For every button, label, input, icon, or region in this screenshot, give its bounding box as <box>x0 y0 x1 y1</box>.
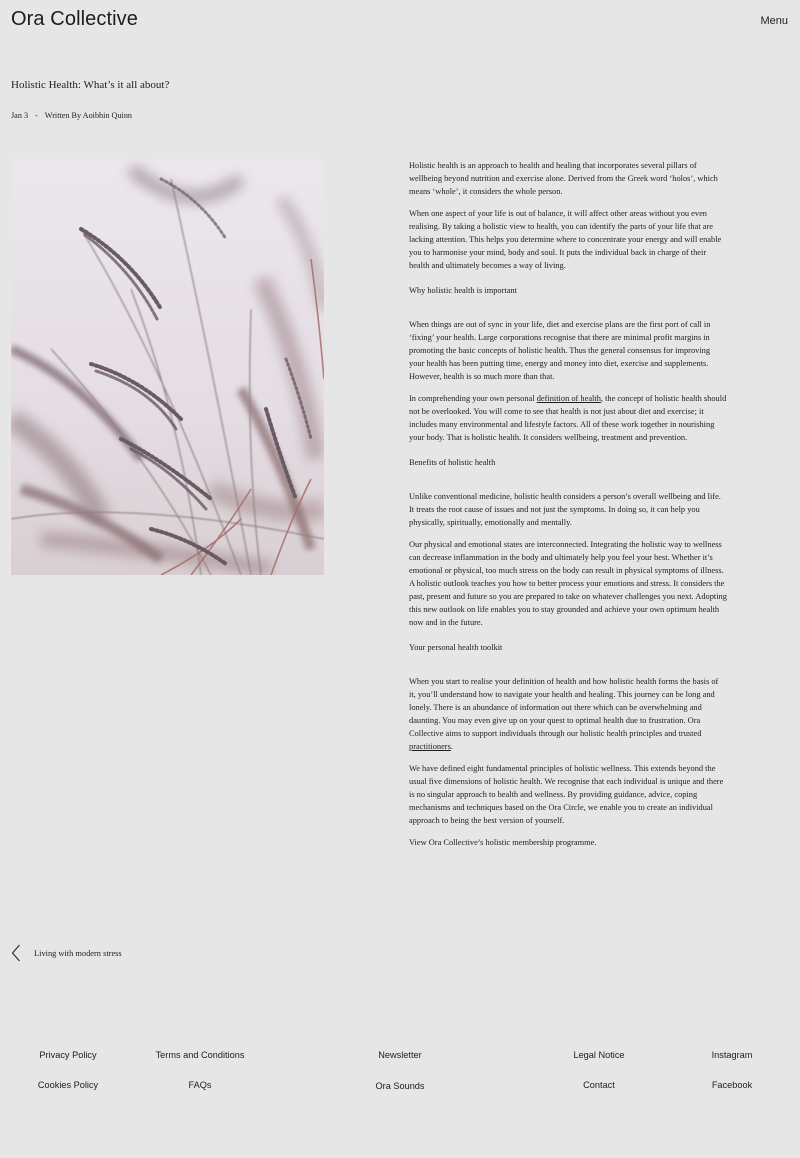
article-paragraph: Unlike conventional medicine, holistic health considers a person’s overall wellbeing and life. It treats the root cause of issues and not just the symptoms. In doing so, it can help you physically, spiritually, emotionally and mentally. <box>409 492 721 527</box>
footer-cookies-policy[interactable]: Cookies Policy <box>37 1080 99 1090</box>
membership-link[interactable]: View Ora Collective’s holistic membership programme. <box>409 838 597 847</box>
footer-legal-notice[interactable]: Legal Notice <box>573 1050 625 1060</box>
post-date: Jan 3 <box>11 111 29 120</box>
post-meta <box>11 111 132 120</box>
article-paragraph: We have defined eight fundamental principles of holistic wellness. This extends beyond the usual five dimensions of holistic health. We recognise that each individual is unique and there is no singular approach to health and wellness. By providing guidance, advice, coping mechanisms and techniques based on the Ora Circle, we enable you to create an individual approach to being the best version of yourself. <box>409 764 724 825</box>
definition-of-health-link[interactable]: definition of health <box>536 394 601 403</box>
footer-privacy-policy[interactable]: Privacy Policy <box>39 1050 97 1060</box>
footer-terms[interactable]: Terms and Conditions <box>155 1050 245 1060</box>
article-paragraph: Holistic health is an approach to health and healing that incorporates several pillars of wellbeing beyond nutrition and exercise alone. Derived from the Greek word ‘holos’, which means ‘whole’, it considers the whole person. <box>409 161 718 196</box>
article-paragraph: Our physical and emotional states are interconnected. Integrating the holistic way to wellness can decrease inflammation in the body and ultimately help you feel your best. Whether it’s emotional or physical, too much stress on the body can result in physical symptoms of illness. A holistic outlook teaches you how to better process your emotions and stress. It considers the past, present and future so you are prepared to take on whatever challenges you next. Adopting this new outlook on life enables you to stay grounded and achieve your own optimum health now and in the future. <box>409 540 727 627</box>
section-heading: Why holistic health is important <box>409 286 517 295</box>
section-heading: Your personal health toolkit <box>409 643 503 652</box>
footer-instagram[interactable]: Instagram <box>711 1050 753 1060</box>
footer-faqs[interactable]: FAQs <box>188 1080 212 1090</box>
footer-facebook[interactable]: Facebook <box>711 1080 753 1090</box>
post-author: Written By Aoibhin Quinn <box>44 111 133 120</box>
article-paragraph: In comprehending your own personal definition of health, the concept of holistic health should not be overlooked. You will come to see that health is not just about diet and exercise; it includes many environmental and lifestyle factors. All of these work together in nourishing your body. That is holistic health. It considers wellbeing, treatment and prevention. <box>409 394 727 442</box>
footer-contact[interactable]: Contact <box>583 1080 615 1090</box>
site-logo[interactable]: Ora Collective <box>11 8 138 30</box>
article-body <box>409 159 727 858</box>
grass-illustration <box>11 159 324 575</box>
previous-post-link[interactable] <box>11 944 122 962</box>
chevron-left-icon <box>11 944 21 962</box>
footer-newsletter[interactable]: Newsletter <box>378 1050 422 1060</box>
post-title: Holistic Health: What’s it all about? <box>11 79 170 91</box>
article-paragraph: When one aspect of your life is out of balance, it will affect other areas without you even realising. By taking a holistic view to health, you can identify the parts of your life that are lacking attention. This helps you determine where to concentrate your energy and will enable you to harmonise your mind, body and soul. It puts the individual back in charge of their health and ultimately becomes a way of living. <box>409 209 722 270</box>
section-heading: Benefits of holistic health <box>409 458 496 467</box>
article-paragraph: When things are out of sync in your life, diet and exercise plans are the first port of call in ‘fixing’ your health. Large corporations recognise that there are minimal profit margins in promoting the basic concepts of holistic health. Thus the general consensus for improving your health has been putting time, energy and money into diet, exercise and supplements. However, health is so much more than that. <box>409 320 711 381</box>
footer-ora-sounds[interactable]: Ora Sounds <box>375 1081 425 1091</box>
menu-button[interactable]: Menu <box>760 15 788 27</box>
article-paragraph: When you start to realise your definition of health and how holistic health forms the basis of it, you’ll understand how to navigate your health and healing. This journey can be long and lonely. There is an abundance of information out there which can be overwhelming and daunting. You may even give up on your quest to optimal health due to frustration. Ora Collective aims to support individuals through our holistic health principles and trusted practitioners. <box>409 677 719 751</box>
hero-image <box>11 159 324 575</box>
previous-post-label: Living with modern stress <box>34 948 122 958</box>
practitioners-link[interactable]: practitioners <box>409 742 451 751</box>
meta-separator: - <box>35 111 38 120</box>
